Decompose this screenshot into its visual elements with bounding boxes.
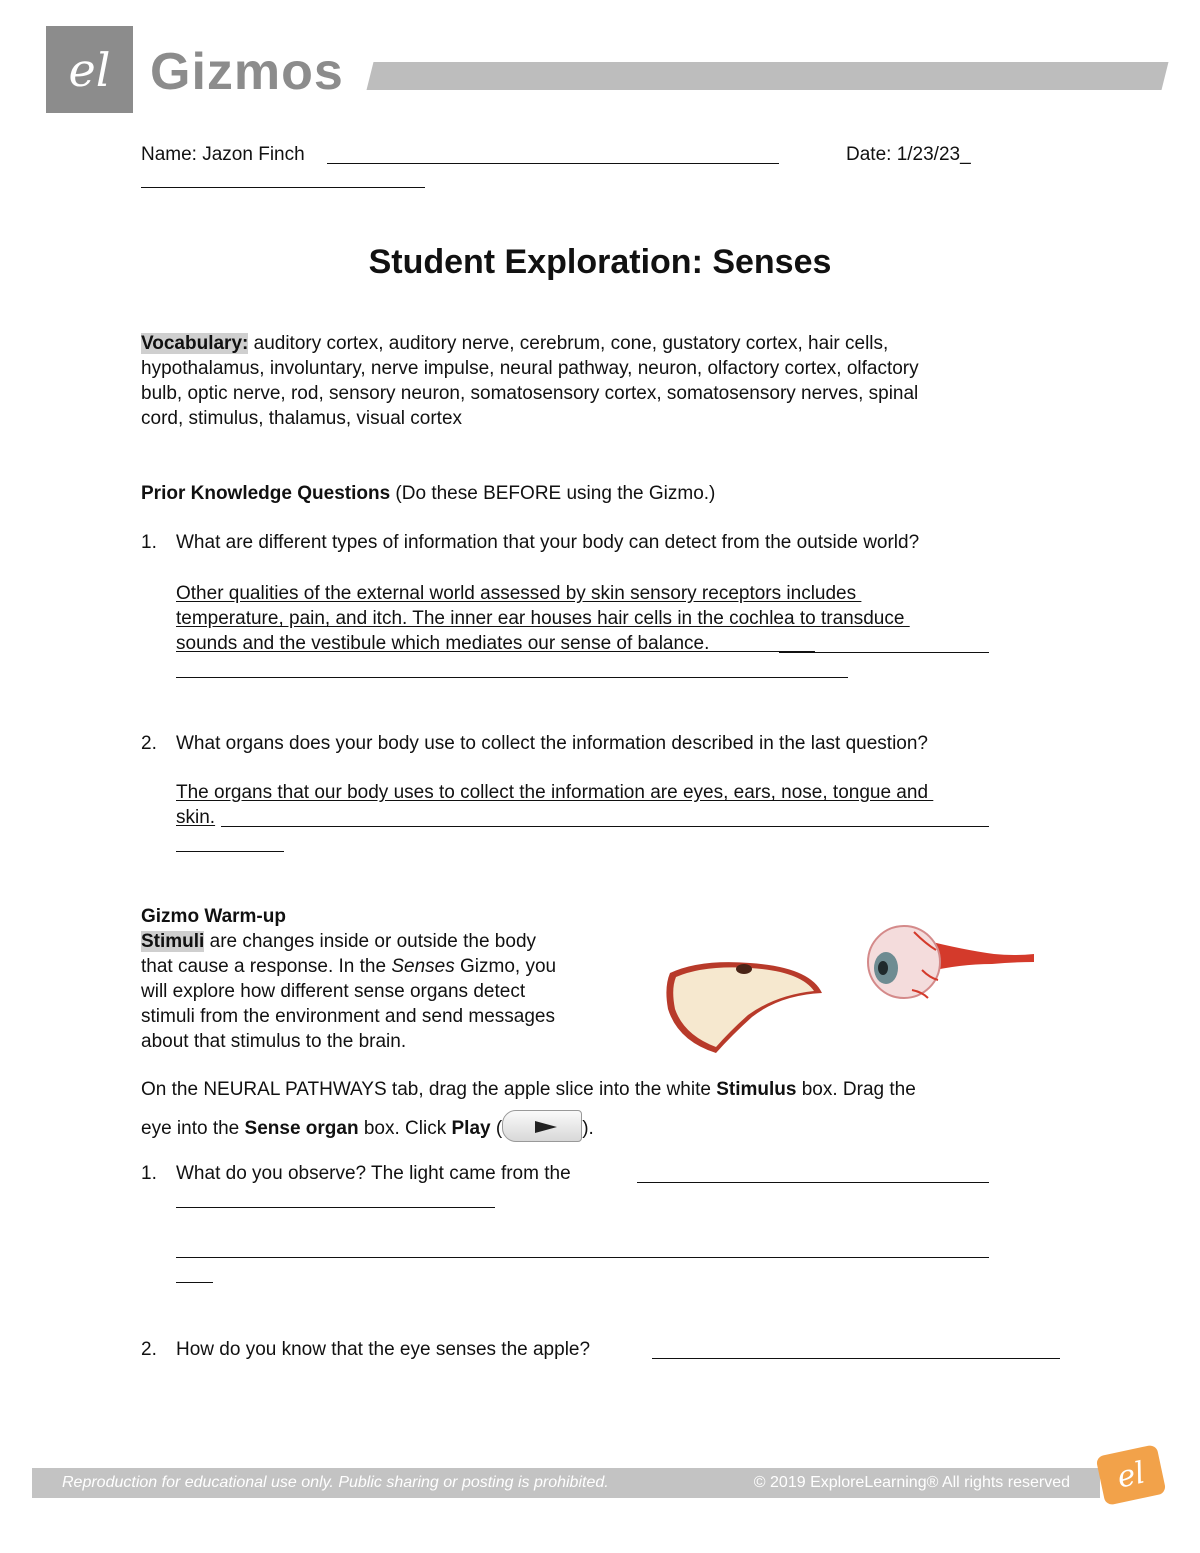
answer-2-blank (221, 826, 989, 827)
name-underline (327, 163, 779, 164)
prior-knowledge-heading: Prior Knowledge Questions (Do these BEFORE using the Gizmo.) (141, 483, 716, 504)
question-number: 1. (141, 1163, 157, 1184)
header-bar (367, 62, 1169, 90)
play-term: Play (451, 1118, 491, 1139)
warmup-answer-1-blank[interactable] (176, 1257, 989, 1258)
gizmos-logo-text: Gizmos (150, 43, 344, 101)
vocabulary-line: auditory cortex, auditory nerve, cerebrum, cone, gustatory cortex, hair cells, (248, 333, 889, 354)
question-number: 1. (141, 532, 157, 553)
footer-notice: Reproduction for educational use only. Public sharing or posting is prohibited. (62, 1474, 609, 1491)
answer-1-line: temperature, pain, and itch. The inner ear houses hair cells in the cochlea to transduce (176, 608, 910, 629)
date-field: Date: 1/23/23_ (846, 144, 971, 165)
warmup-question-2-text: How do you know that the eye senses the apple? (176, 1339, 591, 1360)
date-underline (141, 187, 425, 188)
vocabulary-line: cord, stimulus, thalamus, visual cortex (141, 408, 463, 429)
sense-organ-term: Sense organ (244, 1118, 359, 1139)
answer-2-line: skin. (176, 807, 216, 828)
page-title: Student Exploration: Senses (368, 243, 832, 281)
question-number: 2. (141, 733, 157, 754)
warmup-answer-1-blank[interactable] (176, 1282, 213, 1283)
vocabulary-line: hypothalamus, involuntary, nerve impulse, neural pathway, neuron, olfactory cortex, olfactory (141, 358, 919, 379)
answer-1-line: sounds and the vestibule which mediates our sense of balance. (176, 633, 815, 654)
footer-bar (32, 1468, 1100, 1498)
instruction-line-2: eye into the Sense organ box. Click Play ( ). (141, 1110, 594, 1142)
warmup-answer-1-blank[interactable] (637, 1182, 989, 1183)
answer-1-blank (779, 652, 989, 653)
play-button-icon (502, 1110, 582, 1142)
answer-2-line: The organs that our body uses to collect the information are eyes, ears, nose, tongue and (176, 782, 934, 803)
footer-copyright: © 2019 ExploreLearning® All rights reserved (753, 1474, 1070, 1491)
eyeball-image (864, 920, 1036, 1010)
answer-2-blank (176, 851, 284, 852)
warmup-heading: Gizmo Warm-up (141, 906, 286, 927)
answer-1-blank (176, 677, 848, 678)
warmup-answer-1-blank[interactable] (176, 1207, 495, 1208)
gizmos-logo-mark: el (46, 26, 133, 113)
apple-slice-image (660, 955, 828, 1055)
name-field: Name: Jazon Finch (141, 144, 305, 165)
vocabulary-line: bulb, optic nerve, rod, sensory neuron, somatosensory cortex, somatosensory nerves, spinal (141, 383, 919, 404)
vocabulary-block (141, 331, 1061, 431)
stimulus-term: Stimulus (716, 1079, 797, 1100)
warmup-question-1-text: What do you observe? The light came from the (176, 1163, 571, 1184)
question-2-text: What organs does your body use to collect the information described in the last question? (176, 733, 928, 754)
answer-1-line: Other qualities of the external world assessed by skin sensory receptors includes (176, 583, 862, 604)
question-1-text: What are different types of information that your body can detect from the outside world? (176, 532, 920, 553)
stimuli-term: Stimuli (141, 931, 205, 952)
instruction-line-1: On the NEURAL PATHWAYS tab, drag the apple slice into the white Stimulus box. Drag the (141, 1079, 916, 1100)
question-number: 2. (141, 1339, 157, 1360)
warmup-answer-2-blank[interactable] (652, 1358, 1060, 1359)
warmup-intro: Stimuli are changes inside or outside the body that cause a response. In the Senses Gizmo, you will explore how different sense organs detect stimuli from the environment and send messages about that stimulus to the brain. (141, 931, 557, 1052)
explorelearning-logo-icon: el (1095, 1444, 1166, 1506)
vocabulary-label: Vocabulary: (141, 333, 249, 354)
